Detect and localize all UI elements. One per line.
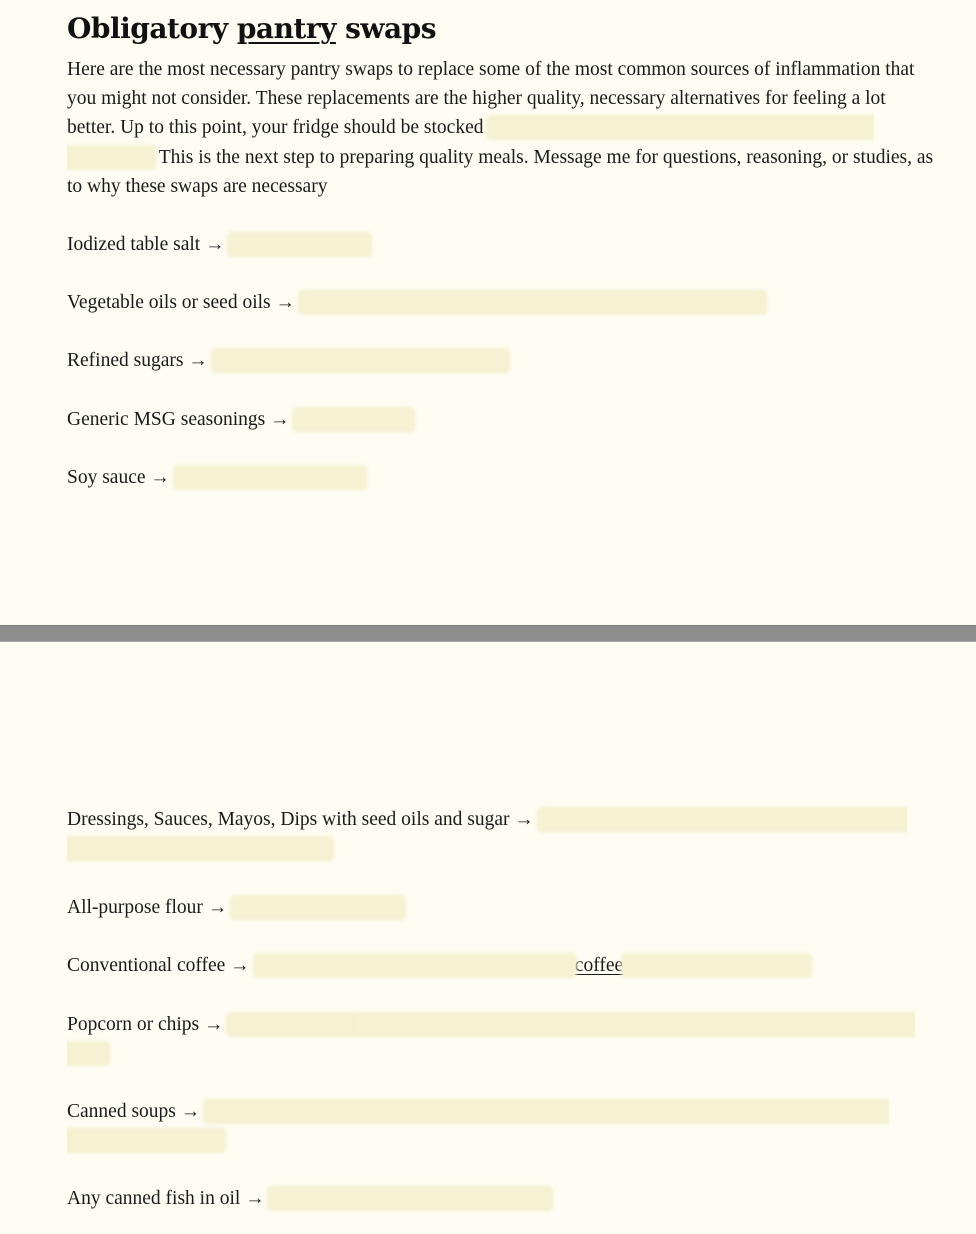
swap-replacement-redacted xyxy=(300,292,765,313)
swap-row-chips xyxy=(67,1010,917,1068)
swap-row-canned-fish xyxy=(67,1184,917,1213)
swap-row-coffee xyxy=(67,951,917,980)
swap-original: Soy sauce xyxy=(67,467,146,488)
arrow-icon: → xyxy=(275,292,295,313)
swap-original: Dressings, Sauces, Mayos, Dips with seed oils and sugar xyxy=(67,809,510,830)
swap-replacement-redacted xyxy=(213,350,508,371)
carnivore-crisps-link[interactable] xyxy=(228,1014,356,1035)
arrow-icon: → xyxy=(188,350,208,371)
intro-text: Here are the most necessary pantry swaps to replace some of the most common sources of inflammation that you might not consider. These replacements are the higher quality, necessary alternatives for feeling a lot better. Up to this point, your fridge should be stocked xyxy=(67,59,915,139)
arrow-icon: → xyxy=(204,1014,224,1035)
swap-original: Any canned fish in oil xyxy=(67,1188,241,1209)
swap-row-oils xyxy=(67,288,917,317)
page-break-divider xyxy=(0,625,976,642)
swap-replacement-redacted xyxy=(255,955,575,976)
swap-original: Conventional coffee xyxy=(67,955,226,976)
arrow-icon: → xyxy=(230,955,250,976)
swap-replacement-redacted xyxy=(623,955,810,976)
swap-replacement-redacted xyxy=(175,467,365,488)
arrow-icon: → xyxy=(270,409,290,430)
swap-original: Generic MSG seasonings xyxy=(67,409,266,430)
swap-row-soups xyxy=(67,1097,917,1155)
swap-original: Popcorn or chips xyxy=(67,1014,200,1035)
arrow-icon: → xyxy=(205,234,225,255)
page-title xyxy=(67,12,436,45)
swap-original: Iodized table salt xyxy=(67,234,201,255)
swap-replacement-redacted xyxy=(294,409,412,430)
arrow-icon: → xyxy=(180,1101,201,1122)
arrow-icon: → xyxy=(514,809,534,830)
swap-row-sugar xyxy=(67,346,917,375)
swap-original: All-purpose flour xyxy=(67,897,203,918)
title-underlined-word: pantry xyxy=(236,12,336,45)
swap-original: Vegetable oils or seed oils xyxy=(67,292,271,313)
swap-row-dressings xyxy=(67,805,917,863)
arrow-icon: → xyxy=(207,897,228,918)
title-prefix: Obligatory xyxy=(67,12,237,45)
swap-row-msg xyxy=(67,405,917,434)
swap-replacement-redacted xyxy=(269,1188,551,1209)
swap-row-soy-sauce xyxy=(67,463,917,492)
intro-paragraph xyxy=(67,55,937,201)
document-page-2 xyxy=(0,642,976,1234)
coffee-link[interactable]: coffee xyxy=(574,955,624,976)
title-suffix: swaps xyxy=(335,12,436,45)
swap-replacement-redacted xyxy=(232,897,404,918)
arrow-icon: → xyxy=(150,467,170,488)
swap-row-flour xyxy=(67,893,917,922)
swap-replacement-redacted xyxy=(229,234,370,255)
arrow-icon: → xyxy=(245,1188,265,1209)
intro-text-after: This is the next step to preparing quality meals. Message me for questions, reasoning, or studies, as to why these swaps are necessary xyxy=(67,146,934,197)
swap-original: Refined sugars xyxy=(67,350,184,371)
swap-row-salt xyxy=(67,230,917,259)
swap-original: Canned soups xyxy=(67,1101,176,1122)
